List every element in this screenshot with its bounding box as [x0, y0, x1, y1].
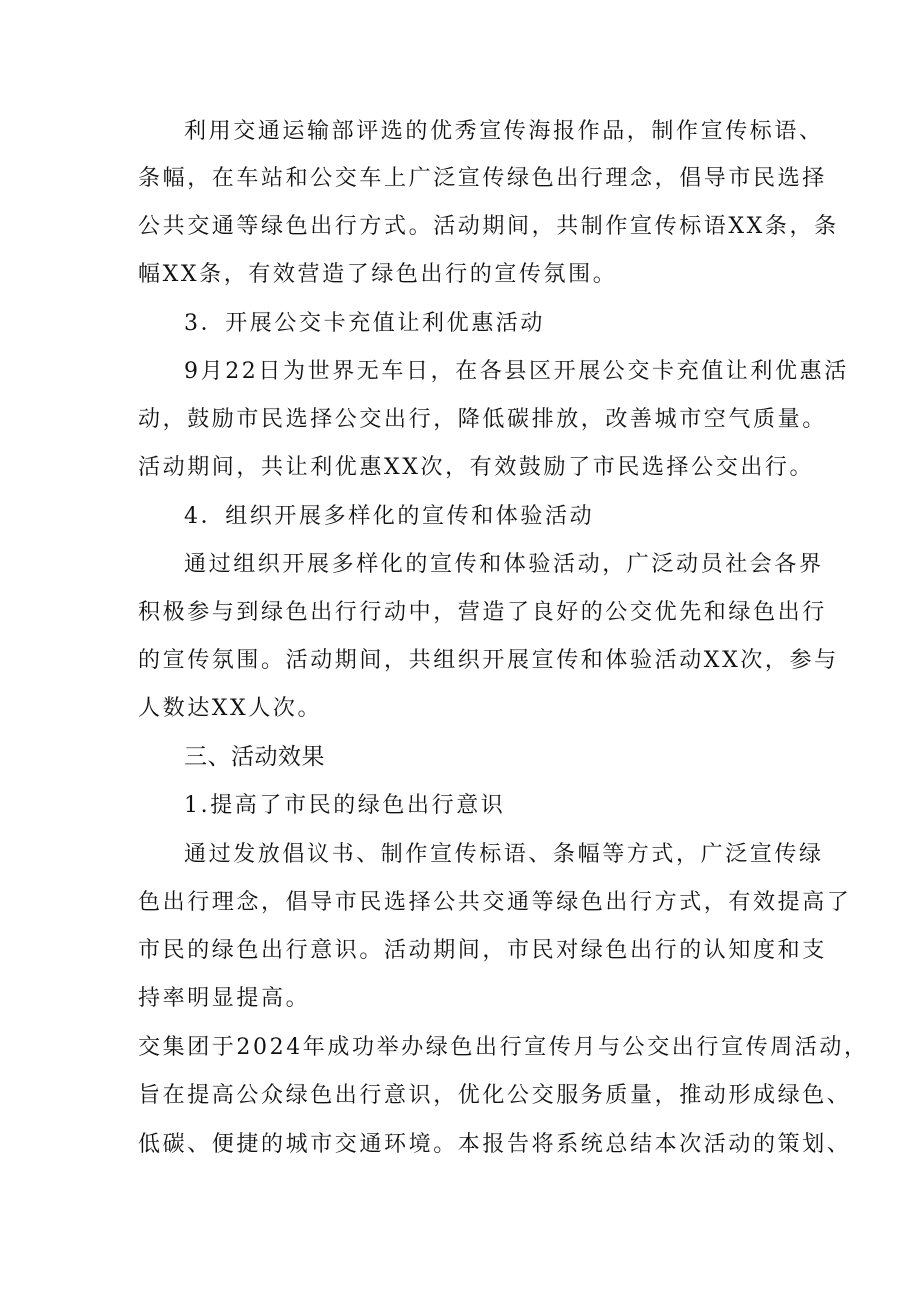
paragraph-line: 活动期间，共让利优惠XX次，有效鼓励了市民选择公交出行。 — [138, 455, 815, 480]
paragraph-line: 人数达XX人次。 — [138, 696, 323, 721]
paragraph-line: 利用交通运输部评选的优秀宣传海报作品，制作宣传标语、 — [184, 119, 824, 144]
paragraph-line: 幅XX条，有效营造了绿色出行的宣传氛围。 — [138, 262, 618, 287]
paragraph-line: 积极参与到绿色出行行动中，营造了良好的公交优先和绿色出行 — [138, 600, 827, 625]
section-heading: 三、活动效果 — [184, 744, 325, 770]
paragraph-line: 市民的绿色出行意识。活动期间，市民对绿色出行的认知度和支 — [138, 938, 827, 963]
paragraph-line: 旨在提高公众绿色出行意识，优化公交服务质量，推动形成绿色、 — [138, 1083, 852, 1108]
subheading: 3．开展公交卡充值让利优惠活动 — [184, 311, 545, 336]
paragraph-line: 通过组织开展多样化的宣传和体验活动，广泛动员社会各界 — [184, 552, 824, 577]
paragraph-line: 交集团于2024年成功举办绿色出行宣传月与公交出行宣传周活动， — [138, 1035, 869, 1060]
paragraph-line: 动，鼓励市民选择公交出行，降低碳排放，改善城市空气质量。 — [138, 407, 827, 432]
paragraph-line: 通过发放倡议书、制作宣传标语、条幅等方式，广泛宣传绿 — [184, 842, 824, 867]
paragraph-line: 条幅，在车站和公交车上广泛宣传绿色出行理念，倡导市民选择 — [138, 166, 827, 191]
paragraph-line: 持率明显提高。 — [138, 986, 311, 1011]
paragraph-line: 低碳、便捷的城市交通环境。本报告将系统总结本次活动的策划、 — [138, 1132, 852, 1157]
paragraph-line: 9月22日为世界无车日，在各县区开展公交卡充值让利优惠活 — [184, 359, 849, 384]
paragraph-line: 色出行理念，倡导市民选择公共交通等绿色出行方式，有效提高了 — [138, 890, 852, 915]
subheading: 1.提高了市民的绿色出行意识 — [184, 793, 506, 818]
subheading: 4．组织开展多样化的宣传和体验活动 — [184, 504, 595, 529]
paragraph-line: 公共交通等绿色出行方式。活动期间，共制作宣传标语XX条，条 — [138, 214, 839, 239]
paragraph-line: 的宣传氛围。活动期间，共组织开展宣传和体验活动XX次，参与 — [138, 648, 839, 673]
